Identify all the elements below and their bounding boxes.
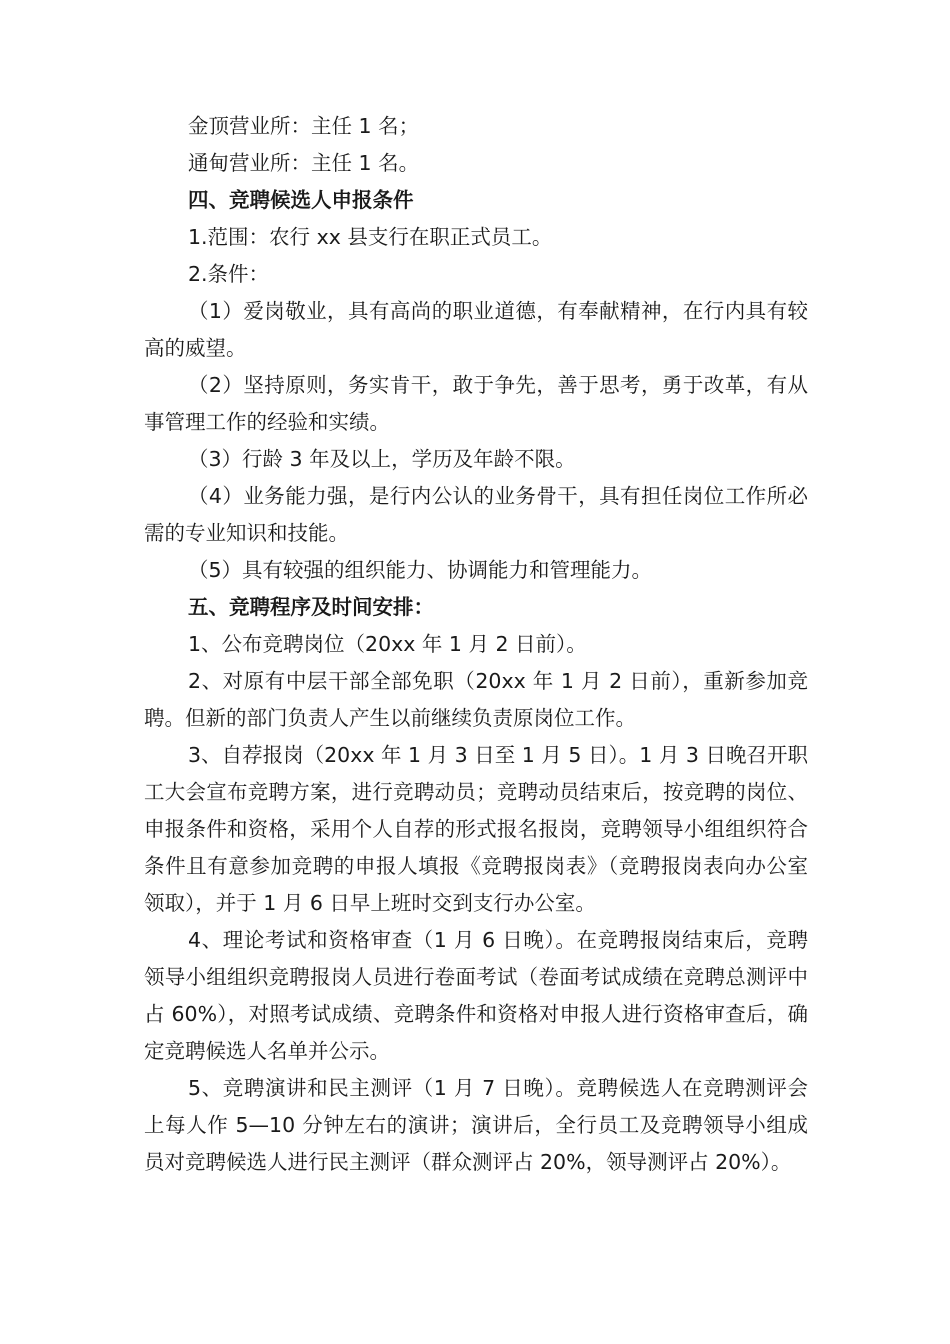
- procedure-step-3: 3、自荐报岗（20xx 年 1 月 3 日至 1 月 5 日）。1 月 3 日晚召开职工大会宣布竞聘方案，进行竞聘动员；竞聘动员结束后，按竞聘的岗位、申报条件和资格，采用个人自荐的形式报名报岗，竞聘领导小组组织符合条件且有意参加竞聘的申报人填报《竞聘报岗表》（竞聘报岗表向办公室领取），并于 1 月 6 日早上班时交到支行办公室。: [144, 743, 808, 915]
- procedure-step-1: 1、公布竞聘岗位（20xx 年 1 月 2 日前）。: [188, 632, 587, 656]
- document-page: [144, 108, 808, 1181]
- condition-item-4: （4）业务能力强，是行内公认的业务骨干，具有担任岗位工作所必需的专业知识和技能。: [144, 484, 808, 545]
- procedure-step-5: 5、竞聘演讲和民主测评（1 月 7 日晚）。竞聘候选人在竞聘测评会上每人作 5—10 分钟左右的演讲；演讲后，全行员工及竞聘领导小组成员对竞聘候选人进行民主测评（群众测评占 20%，领导测评占 20%）。: [144, 1076, 808, 1174]
- paragraph-jinding: 金顶营业所：主任 1 名；: [188, 114, 420, 138]
- condition-item-3: （3）行龄 3 年及以上，学历及年龄不限。: [188, 447, 576, 471]
- condition-item-5: （5）具有较强的组织能力、协调能力和管理能力。: [188, 558, 653, 582]
- procedure-step-2: 2、对原有中层干部全部免职（20xx 年 1 月 2 日前），重新参加竞聘。但新的部门负责人产生以前继续负责原岗位工作。: [144, 669, 808, 730]
- condition-item-2: （2）坚持原则，务实肯干，敢于争先，善于思考，勇于改革，有从事管理工作的经验和实绩。: [144, 373, 808, 434]
- paragraph-conditions: 2.条件：: [188, 262, 270, 286]
- section-heading-4: 四、竞聘候选人申报条件: [188, 188, 414, 212]
- procedure-step-4: 4、理论考试和资格审查（1 月 6 日晚）。在竞聘报岗结束后，竞聘领导小组组织竞聘报岗人员进行卷面考试（卷面考试成绩在竞聘总测评中占 60%），对照考试成绩、竞聘条件和资格对申报人进行资格审查后，确定竞聘候选人名单并公示。: [144, 928, 808, 1063]
- condition-item-1: （1）爱岗敬业，具有高尚的职业道德，有奉献精神，在行内具有较高的威望。: [144, 299, 808, 360]
- section-heading-5: 五、竞聘程序及时间安排：: [188, 595, 434, 619]
- paragraph-scope: 1.范围：农行 xx 县支行在职正式员工。: [188, 225, 553, 249]
- paragraph-tongdian: 通甸营业所：主任 1 名。: [188, 151, 420, 175]
